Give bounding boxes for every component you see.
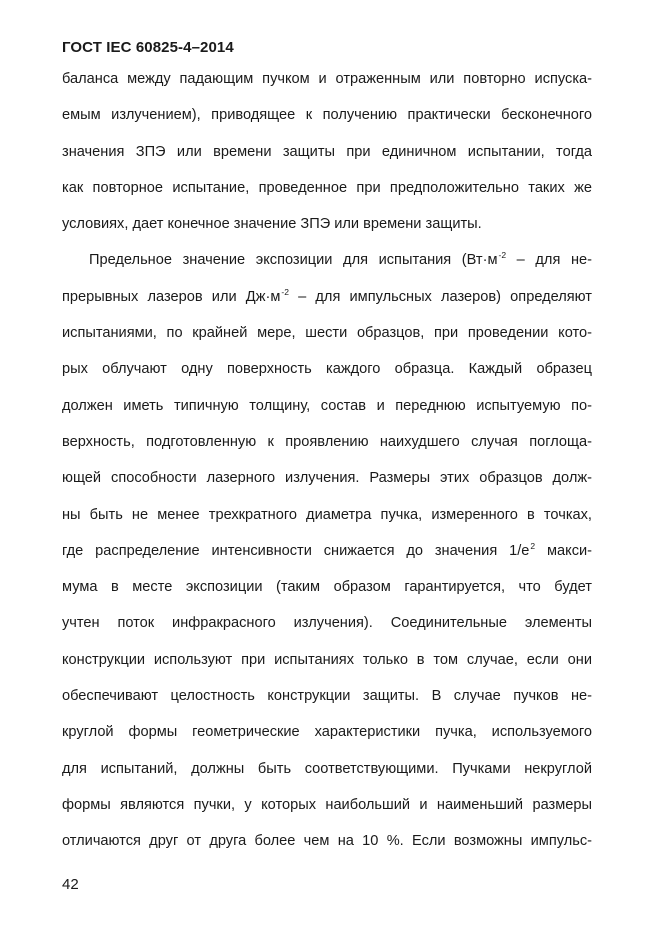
text-line-content [62,533,592,569]
text-line [62,170,592,206]
text-line [62,605,592,641]
text-line-content: конструкции используют при испытаниях только в том случае, если они [62,651,592,668]
text-line-content: круглой формы геометрические характеристики пучка, используемого [62,724,592,741]
text-fragment: где распределение интенсивности снижается до значения 1/e [62,542,530,559]
superscript: -2 [281,286,289,297]
text-line [62,460,592,496]
text-fragment: – для импульсных лазеров) определяют [288,288,592,305]
text-line [62,678,592,714]
standard-header: ГОСТ IEC 60825-4–2014 [62,39,234,56]
text-line-content: отличаются друг от друга более чем на 10 %. Если возможны импульс- [62,833,592,850]
superscript: 2 [530,540,536,551]
text-line [62,497,592,533]
text-line-content: рых облучают одну поверхность каждого образца. Каждый образец [62,361,592,378]
text-fragment: макси- [535,542,593,559]
text-line [62,569,592,605]
text-line-content: обеспечивают целостность конструкции защиты. В случае пучков не- [62,688,592,705]
text-line [62,61,592,97]
text-line-content: верхность, подготовленную к проявлению наихудшего случая поглоща- [62,433,592,450]
text-line [62,134,592,170]
text-line [62,97,592,133]
text-line [62,388,592,424]
text-line [62,206,592,242]
text-line-content: испытаниями, по крайней мере, шести образцов, при проведении кото- [62,325,592,342]
text-fragment: Предельное значение экспозиции для испытания (Вт·м [89,252,498,269]
text-line [62,351,592,387]
text-line-content: учтен поток инфракрасного излучения). Соединительные элементы [62,615,592,632]
text-line [62,642,592,678]
text-line-content: значения ЗПЭ или времени защиты при единичном испытании, тогда [62,143,592,160]
text-line-content: емым излучением), приводящее к получению практически бесконечного [62,107,592,124]
text-line-content [89,242,592,278]
text-line-content: ющей способности лазерного излучения. Размеры этих образцов долж- [62,470,592,487]
text-line [62,714,592,750]
text-fragment: – для не- [506,252,592,269]
text-line-content: должен иметь типичную толщину, состав и переднюю испытуемую по- [62,397,592,414]
text-line [62,279,592,315]
text-line [62,242,592,278]
text-line [62,787,592,823]
page-number: 42 [62,876,79,893]
text-line-content [62,279,592,315]
superscript: -2 [498,250,507,261]
text-fragment: прерывных лазеров или Дж·м [62,288,281,305]
text-line-content: ны быть не менее трехкратного диаметра пучка, измеренного в точках, [62,506,592,523]
text-line [62,424,592,460]
text-line [62,533,592,569]
text-line-content: формы являются пучки, у которых наибольший и наименьший размеры [62,796,592,813]
text-line-content: для испытаний, должны быть соответствующими. Пучками некруглой [62,760,592,777]
text-line-content: баланса между падающим пучком и отраженным или повторно испуска- [62,71,592,87]
text-line-content: мума в месте экспозиции (таким образом гарантируется, что будет [62,579,592,596]
text-line-content: как повторное испытание, проведенное при предположительно таких же [62,179,592,196]
text-line [62,315,592,351]
text-line-content: условиях, дает конечное значение ЗПЭ или времени защиты. [62,216,482,233]
text-line [62,751,592,787]
text-line [62,823,592,859]
body-text [62,61,592,860]
